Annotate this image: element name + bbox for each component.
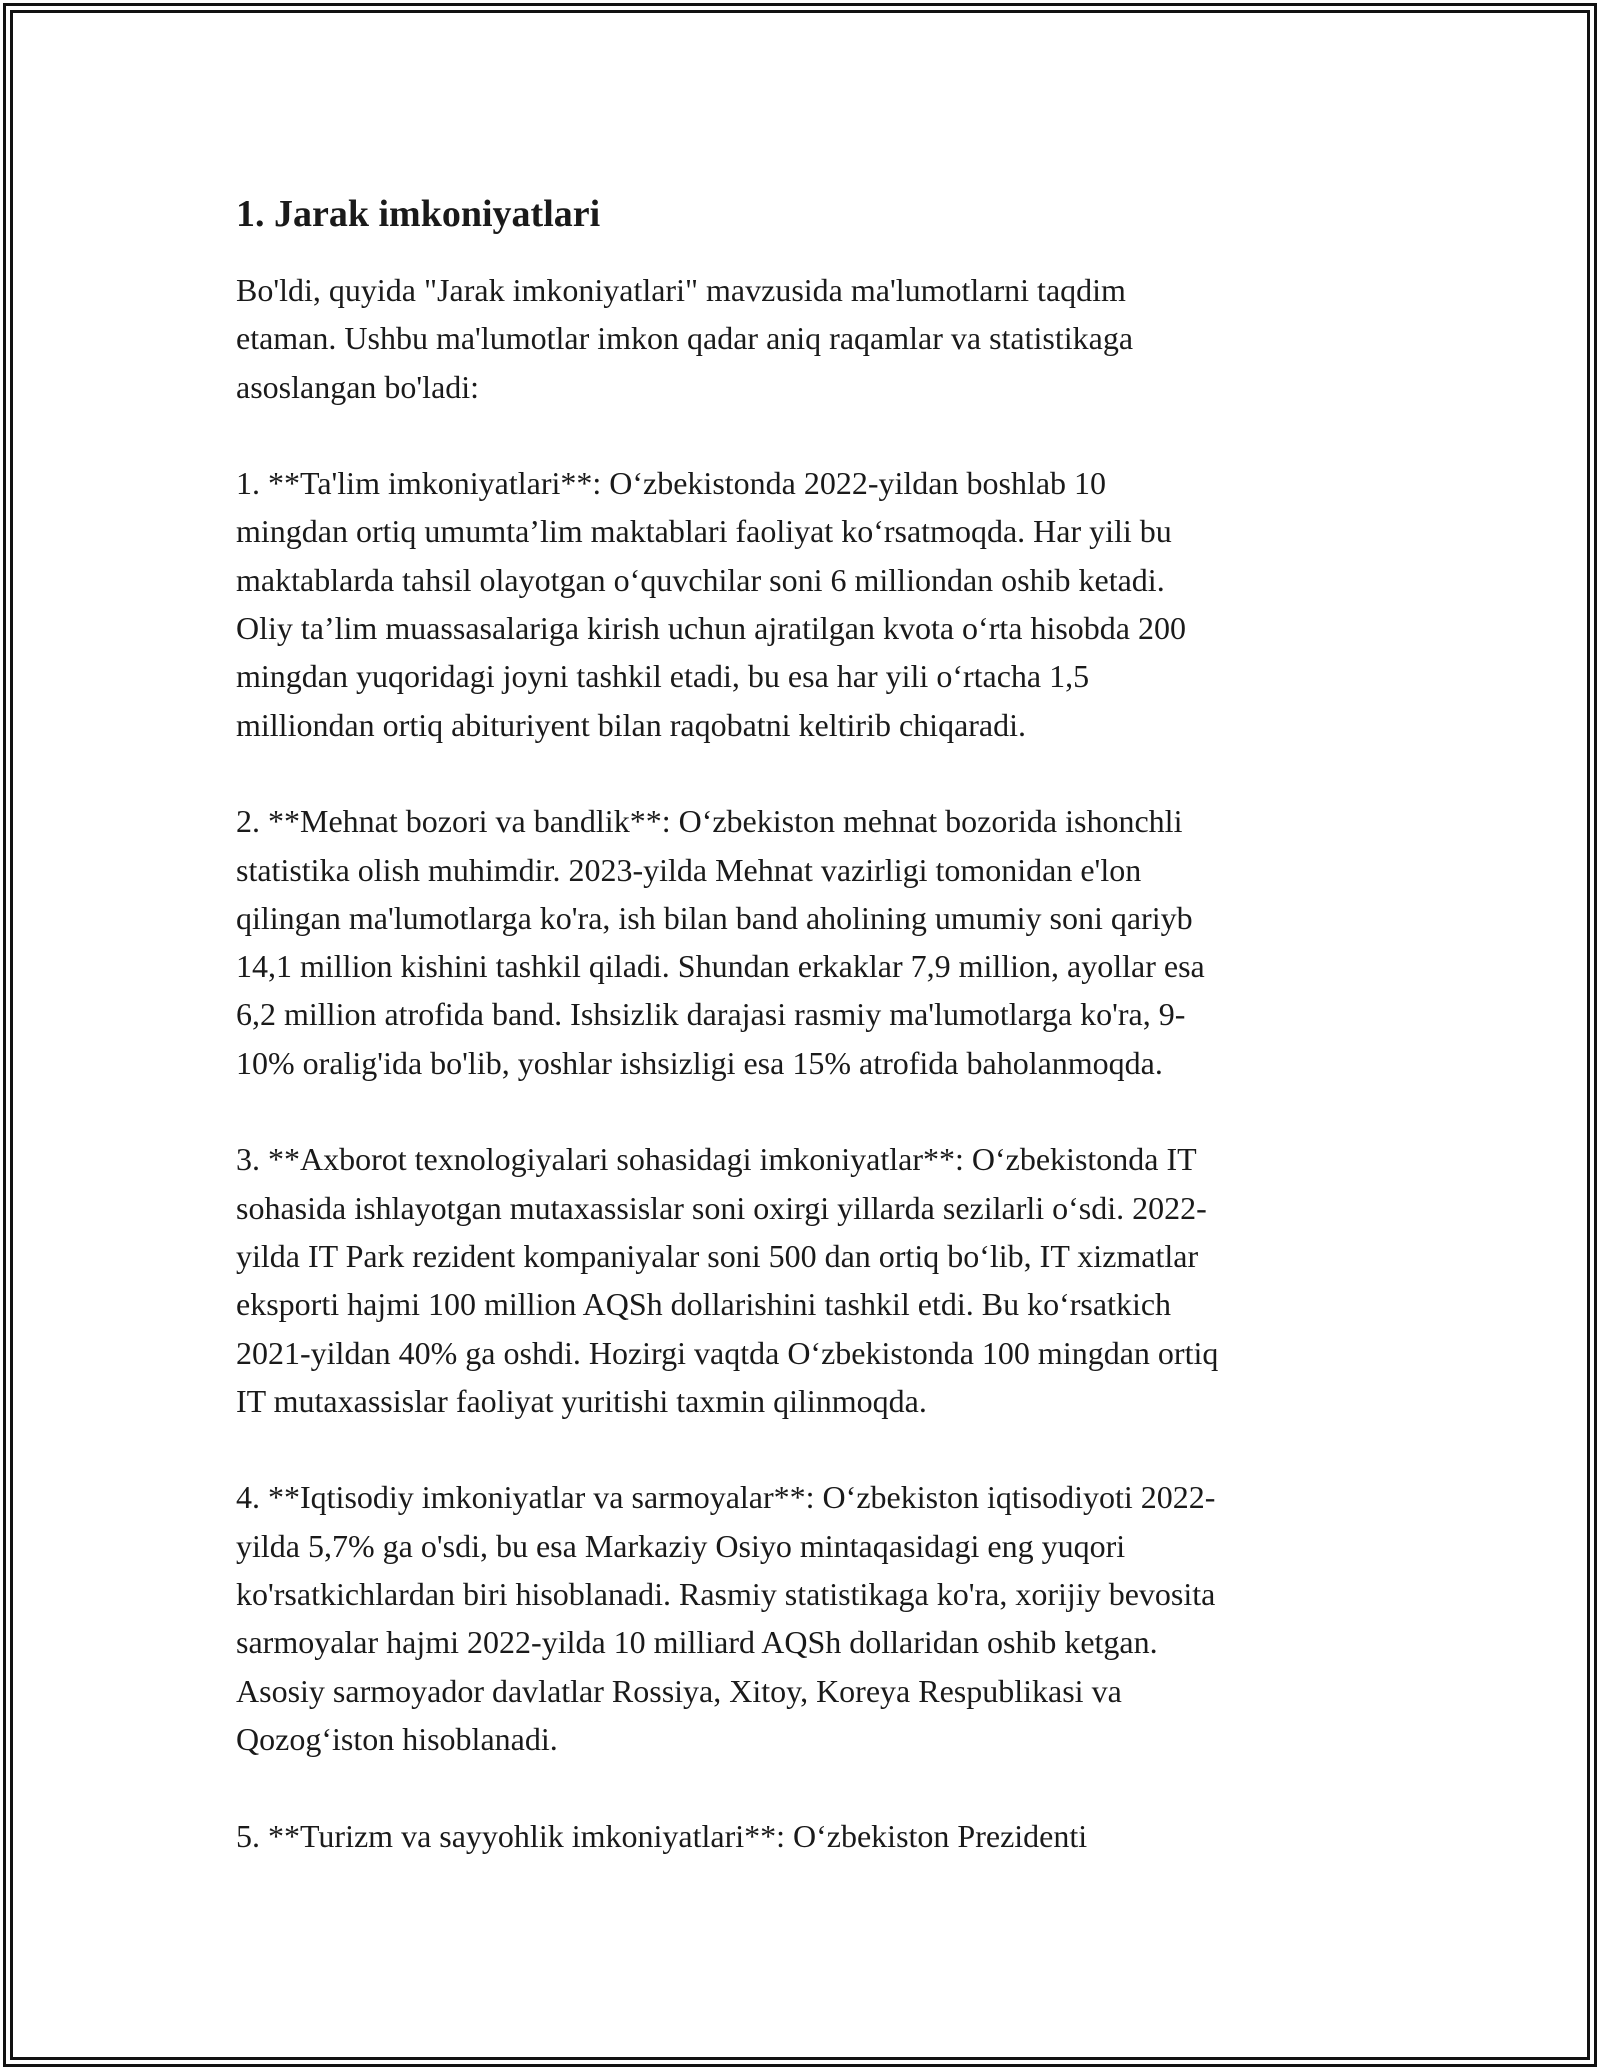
document-title: 1. Jarak imkoniyatlari: [236, 193, 601, 235]
paragraph-spacer: [236, 1425, 1366, 1473]
list-item-economy: 4. **Iqtisodiy imkoniyatlar va sarmoyalar**: O‘zbekiston iqtisodiyoti 2022- yilda 5,7% ga o'sdi, bu esa Markaziy Osiyo mintaqasidagi eng yuqori ko'rsatkichlardan biri hisoblanadi. Rasmiy statistikaga ko'ra, xorijiy bevosita sarmoyalar hajmi 2022-yilda 10 milliard AQSh dollaridan oshib ketgan. Asosiy sarmoyador davlatlar Rossiya, Xitoy, Koreya Respublikasi va Qozog‘iston hisoblanadi.: [236, 1479, 1216, 1757]
document-page: [236, 186, 1366, 1860]
list-item-education: 1. **Ta'lim imkoniyatlari**: O‘zbekistonda 2022-yildan boshlab 10 mingdan ortiq umumta’lim maktablari faoliyat ko‘rsatmoqda. Har yili bu maktablarda tahsil olayotgan o‘quvchilar soni 6 milliondan oshib ketadi. Oliy ta’lim muassasalariga kirish uchun ajratilgan kvota o‘rta hisobda 200 mingdan yuqoridagi joyni tashkil etadi, bu esa har yili o‘rtacha 1,5 milliondan ortiq abituriyent bilan raqobatni keltirib chiqaradi.: [236, 465, 1186, 743]
list-item-labor-market: 2. **Mehnat bozori va bandlik**: O‘zbekiston mehnat bozorida ishonchli statistika olish muhimdir. 2023-yilda Mehnat vazirligi tomonidan e'lon qilingan ma'lumotlarga ko'ra, ish bilan band aholining umumiy soni qariyb 14,1 million kishini tashkil qiladi. Shundan erkaklar 7,9 million, ayollar esa 6,2 million atrofida band. Ishsizlik darajasi rasmiy ma'lumotlarga ko'ra, 9- 10% oralig'ida bo'lib, yoshlar ishsizligi esa 15% atrofida baholanmoqda.: [236, 803, 1205, 1081]
list-item-it-sector: 3. **Axborot texnologiyalari sohasidagi imkoniyatlar**: O‘zbekistonda IT sohasida ishlayotgan mutaxassislar soni oxirgi yillarda sezilarli o‘sdi. 2022- yilda IT Park rezident kompaniyalar soni 500 dan ortiq bo‘lib, IT xizmatlar eksporti hajmi 100 million AQSh dollarishini tashkil etdi. Bu ko‘rsatkich 2021-yildan 40% ga oshdi. Hozirgi vaqtda O‘zbekistonda 100 mingdan ortiq IT mutaxassislar faoliyat yuritishi taxmin qilinmoqda.: [236, 1141, 1219, 1419]
paragraph-spacer: [236, 1763, 1366, 1811]
paragraph-spacer: [236, 1087, 1366, 1135]
intro-paragraph: Bo'ldi, quyida "Jarak imkoniyatlari" mavzusida ma'lumotlarni taqdim etaman. Ushbu ma'lumotlar imkon qadar aniq raqamlar va statistikaga asoslangan bo'ladi:: [236, 272, 1134, 405]
paragraph-spacer: [236, 749, 1366, 797]
paragraph-spacer: [236, 411, 1366, 459]
list-item-tourism: 5. **Turizm va sayyohlik imkoniyatlari**: O‘zbekiston Prezidenti: [236, 1817, 1088, 1854]
